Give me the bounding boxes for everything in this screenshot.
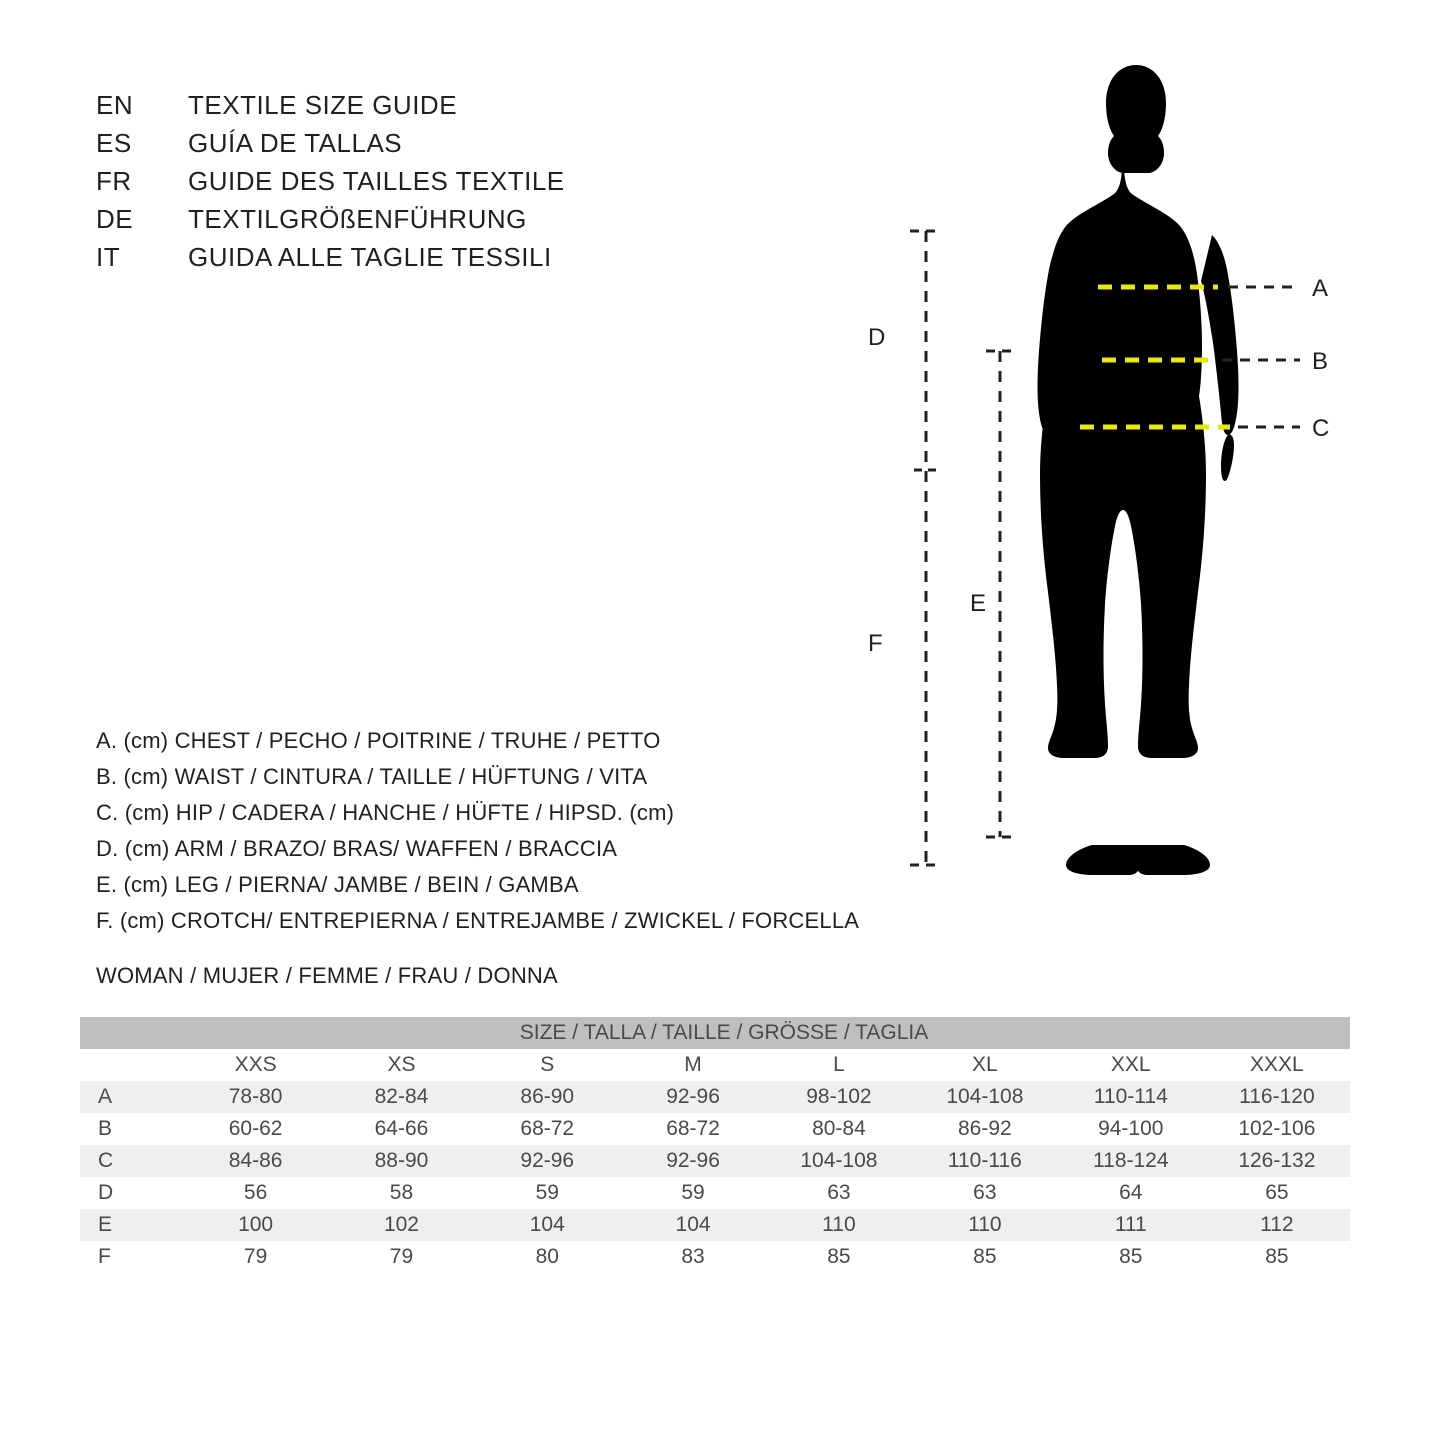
table-column-header: XXXL [1204, 1049, 1350, 1081]
row-label: F [80, 1241, 183, 1273]
table-cell: 104 [620, 1209, 766, 1241]
table-cell: 65 [1204, 1177, 1350, 1209]
language-code: DE [96, 204, 134, 234]
table-column-header: S [474, 1049, 620, 1081]
table-cell: 64 [1058, 1177, 1204, 1209]
table-cell: 111 [1058, 1209, 1204, 1241]
legend-item-leg: E. (cm) LEG / PIERNA/ JAMBE / BEIN / GAMBA [96, 872, 579, 897]
table-cell: 102 [329, 1209, 475, 1241]
table-column-header: M [620, 1049, 766, 1081]
table-header-band [80, 1017, 1350, 1049]
gender-caption: WOMAN / MUJER / FEMME / FRAU / DONNA [96, 963, 558, 988]
language-row [96, 242, 716, 280]
language-title-block [96, 90, 716, 280]
table-cell: 59 [474, 1177, 620, 1209]
callout-label-a: A [1312, 275, 1329, 302]
table-cell: 86-90 [474, 1081, 620, 1113]
table-column-header: L [766, 1049, 912, 1081]
table-cell: 56 [183, 1177, 329, 1209]
table-cell: 63 [766, 1177, 912, 1209]
legend-item-hip: C. (cm) HIP / CADERA / HANCHE / HÜFTE / HIPSD. (cm) [96, 800, 675, 825]
table-cell: 104 [474, 1209, 620, 1241]
language-row [96, 128, 716, 166]
table-cell: 88-90 [329, 1145, 475, 1177]
table-cell: 80 [474, 1241, 620, 1273]
table-cell: 86-92 [912, 1113, 1058, 1145]
dimension-label-e: E [970, 590, 987, 617]
table-cell: 60-62 [183, 1113, 329, 1145]
language-row [96, 166, 716, 204]
table-cell: 85 [766, 1241, 912, 1273]
language-row [96, 90, 716, 128]
table-corner-cell [80, 1049, 183, 1081]
table-cell: 68-72 [620, 1113, 766, 1145]
table-cell: 79 [183, 1241, 329, 1273]
row-label: B [80, 1113, 183, 1145]
table-cell: 104-108 [766, 1145, 912, 1177]
table-cell: 102-106 [1204, 1113, 1350, 1145]
table-column-header: XS [329, 1049, 475, 1081]
dimension-label-f: F [868, 630, 883, 657]
table-cell: 82-84 [329, 1081, 475, 1113]
table-cell: 104-108 [912, 1081, 1058, 1113]
row-label: A [80, 1081, 183, 1113]
language-title: GUÍA DE TALLAS [188, 128, 403, 158]
table-cell: 83 [620, 1241, 766, 1273]
legend-item-arm: D. (cm) ARM / BRAZO/ BRAS/ WAFFEN / BRACCIA [96, 836, 618, 861]
table-cell: 92-96 [620, 1081, 766, 1113]
table-cell: 78-80 [183, 1081, 329, 1113]
table-cell: 80-84 [766, 1113, 912, 1145]
table-cell: 110 [912, 1209, 1058, 1241]
legend-item-waist: B. (cm) WAIST / CINTURA / TAILLE / HÜFTUNG / VITA [96, 764, 648, 789]
language-code: IT [96, 242, 121, 272]
table-cell: 84-86 [183, 1145, 329, 1177]
table-row [80, 1177, 1350, 1209]
table-cell: 85 [1058, 1241, 1204, 1273]
table-cell: 59 [620, 1177, 766, 1209]
row-label: C [80, 1145, 183, 1177]
language-row [96, 204, 716, 242]
table-cell: 116-120 [1204, 1081, 1350, 1113]
language-title: GUIDA ALLE TAGLIE TESSILI [188, 242, 552, 272]
legend-list [96, 723, 896, 939]
table-row [80, 1145, 1350, 1177]
table-column-header-row [80, 1049, 1350, 1081]
table-row [80, 1113, 1350, 1145]
dimension-bars [910, 231, 1016, 865]
woman-silhouette [1038, 65, 1239, 875]
table-row [80, 1209, 1350, 1241]
table-cell: 64-66 [329, 1113, 475, 1145]
size-table [80, 1017, 1350, 1273]
table-cell: 110-116 [912, 1145, 1058, 1177]
table-row [80, 1081, 1350, 1113]
table-cell: 98-102 [766, 1081, 912, 1113]
table-cell: 110 [766, 1209, 912, 1241]
legend-item-chest: A. (cm) CHEST / PECHO / POITRINE / TRUHE / PETTO [96, 728, 661, 753]
table-header-band-label: SIZE / TALLA / TAILLE / GRÖSSE / TAGLIA [80, 1017, 1350, 1049]
table-cell: 118-124 [1058, 1145, 1204, 1177]
table-cell: 92-96 [620, 1145, 766, 1177]
table-cell: 110-114 [1058, 1081, 1204, 1113]
measurement-figure [840, 55, 1400, 905]
language-code: ES [96, 128, 132, 158]
table-cell: 68-72 [474, 1113, 620, 1145]
row-label: E [80, 1209, 183, 1241]
table-column-header: XXS [183, 1049, 329, 1081]
table-cell: 85 [1204, 1241, 1350, 1273]
language-title: GUIDE DES TAILLES TEXTILE [188, 166, 565, 196]
table-column-header: XL [912, 1049, 1058, 1081]
row-label: D [80, 1177, 183, 1209]
language-code: FR [96, 166, 132, 196]
table-cell: 58 [329, 1177, 475, 1209]
language-title: TEXTILE SIZE GUIDE [188, 90, 458, 120]
table-cell: 126-132 [1204, 1145, 1350, 1177]
table-cell: 112 [1204, 1209, 1350, 1241]
language-code: EN [96, 90, 134, 120]
table-cell: 79 [329, 1241, 475, 1273]
callout-label-c: C [1312, 415, 1330, 442]
language-title: TEXTILGRÖßENFÜHRUNG [188, 204, 527, 234]
table-column-header: XXL [1058, 1049, 1204, 1081]
table-cell: 100 [183, 1209, 329, 1241]
dimension-label-d: D [868, 324, 886, 351]
table-cell: 94-100 [1058, 1113, 1204, 1145]
table-row [80, 1241, 1350, 1273]
legend-item-crotch: F. (cm) CROTCH/ ENTREPIERNA / ENTREJAMBE / ZWICKEL / FORCELLA [96, 908, 860, 933]
callout-label-b: B [1312, 348, 1329, 375]
table-cell: 63 [912, 1177, 1058, 1209]
table-cell: 92-96 [474, 1145, 620, 1177]
table-cell: 85 [912, 1241, 1058, 1273]
